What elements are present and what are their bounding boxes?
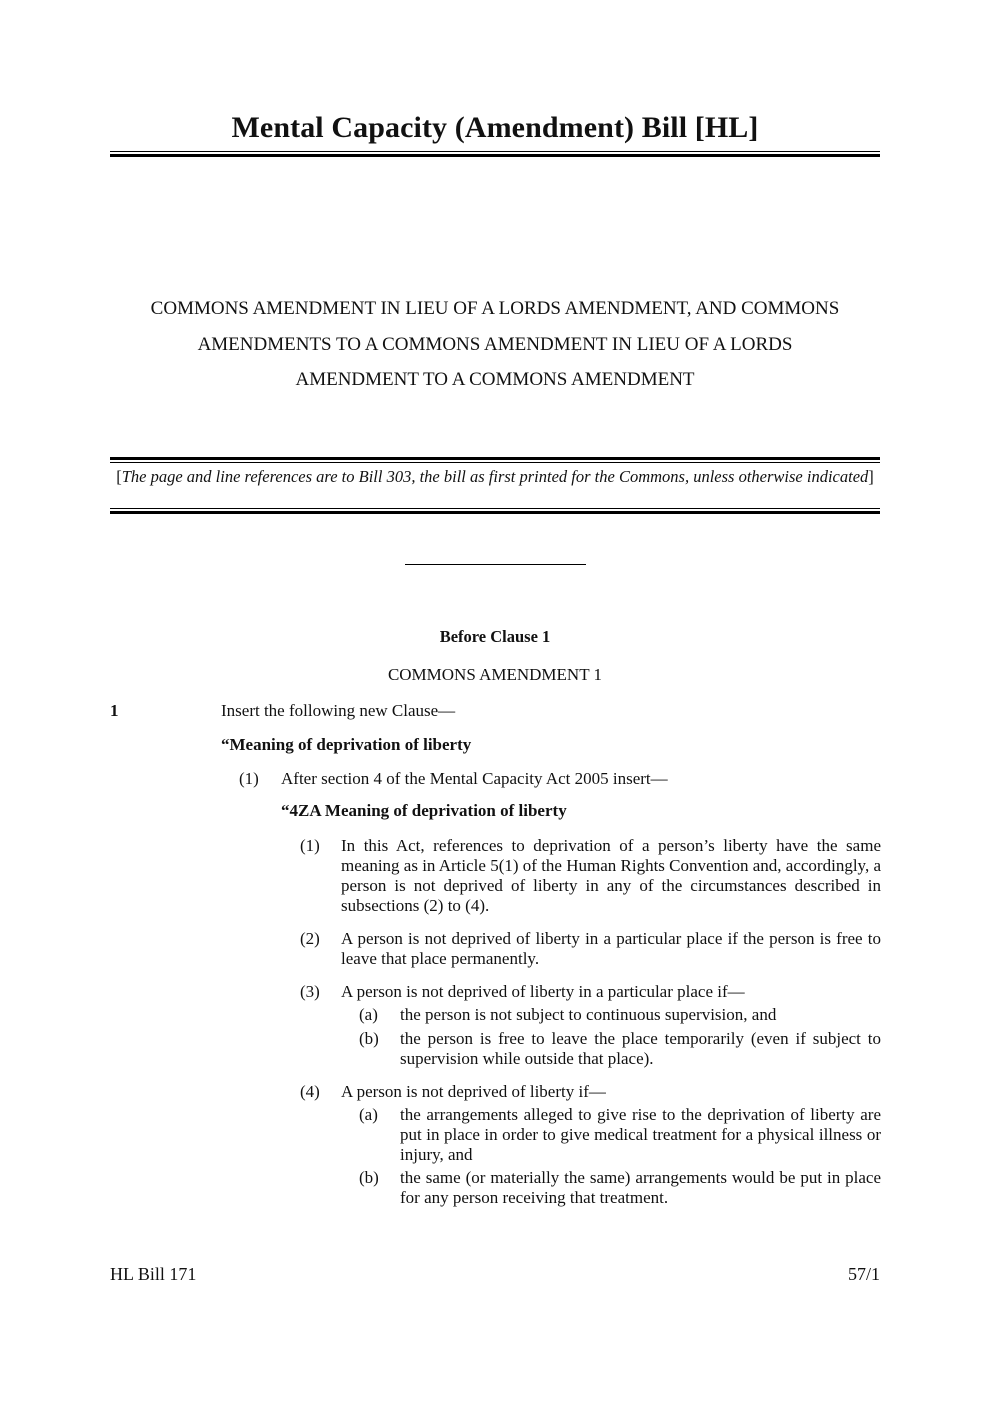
paragraph-number: (a) bbox=[359, 1105, 378, 1124]
heading-line: COMMONS AMENDMENT IN LIEU OF A LORDS AMENDMENT, AND COMMONS bbox=[150, 298, 840, 319]
paragraph-number: (a) bbox=[359, 1005, 378, 1024]
paragraph-text: the arrangements alleged to give rise to the deprivation of liberty are put in place in order to give medical treatment for a physical illness or injury, and bbox=[400, 1105, 881, 1164]
references-note bbox=[110, 467, 880, 486]
subsection-number: (2) bbox=[300, 929, 320, 948]
insert-instruction: Insert the following new Clause— bbox=[221, 701, 456, 720]
title-rule-thin bbox=[110, 151, 880, 152]
section-title: “4ZA Meaning of deprivation of liberty bbox=[281, 801, 567, 820]
amendments-heading bbox=[110, 291, 880, 398]
section-divider bbox=[405, 564, 586, 565]
note-rule-bottom-thick bbox=[110, 511, 880, 514]
subsection-text: A person is not deprived of liberty if— bbox=[341, 1082, 606, 1101]
subsection-number: (3) bbox=[300, 982, 320, 1001]
subsection-text: In this Act, references to deprivation of a person’s liberty have the same meaning as in Article 5(1) of the Human Rights Convention and, accordingly, a person is not deprived of liberty in any of the circumstances described in subsections (2) to (4). bbox=[341, 836, 881, 915]
bill-number: HL Bill 171 bbox=[110, 1264, 197, 1284]
note-rule-bottom-thin bbox=[110, 508, 880, 509]
paragraph-number: (b) bbox=[359, 1168, 379, 1187]
title-rule-thick bbox=[110, 154, 880, 157]
subsection-text: After section 4 of the Mental Capacity Act 2005 insert— bbox=[281, 769, 668, 788]
note-text: The page and line references are to Bill 303, the bill as first printed for the Commons, unless otherwise indicated bbox=[121, 467, 869, 486]
amendment-number: 1 bbox=[110, 701, 119, 720]
subsection-number: (1) bbox=[239, 769, 259, 788]
subsection-number: (1) bbox=[300, 836, 320, 855]
amendment-label: COMMONS AMENDMENT 1 bbox=[387, 665, 603, 684]
subsection-text: A person is not deprived of liberty in a particular place if the person is free to leave that place permanently. bbox=[341, 929, 881, 968]
subsection-number: (4) bbox=[300, 1082, 320, 1101]
heading-line: AMENDMENT TO A COMMONS AMENDMENT bbox=[295, 369, 695, 390]
paragraph-number: (b) bbox=[359, 1029, 379, 1048]
paragraph-text: the person is not subject to continuous supervision, and bbox=[400, 1005, 777, 1024]
note-open-bracket: [ bbox=[116, 467, 122, 486]
note-close-bracket: ] bbox=[868, 467, 874, 486]
heading-line: AMENDMENTS TO A COMMONS AMENDMENT IN LIEU OF A LORDS bbox=[197, 333, 793, 355]
note-rule-top-thick bbox=[110, 457, 880, 460]
page-reference: 57/1 bbox=[847, 1264, 880, 1284]
note-rule-top-thin bbox=[110, 462, 880, 463]
subsection-text: A person is not deprived of liberty in a particular place if— bbox=[341, 982, 745, 1001]
paragraph-text: the same (or materially the same) arrangements would be put in place for any person receiving that treatment. bbox=[400, 1168, 881, 1207]
paragraph-text: the person is free to leave the place temporarily (even if subject to supervision while outside that place). bbox=[400, 1029, 881, 1068]
before-clause-heading: Before Clause 1 bbox=[439, 627, 551, 646]
document-title: Mental Capacity (Amendment) Bill [HL] bbox=[231, 111, 759, 144]
clause-title: “Meaning of deprivation of liberty bbox=[221, 735, 472, 754]
